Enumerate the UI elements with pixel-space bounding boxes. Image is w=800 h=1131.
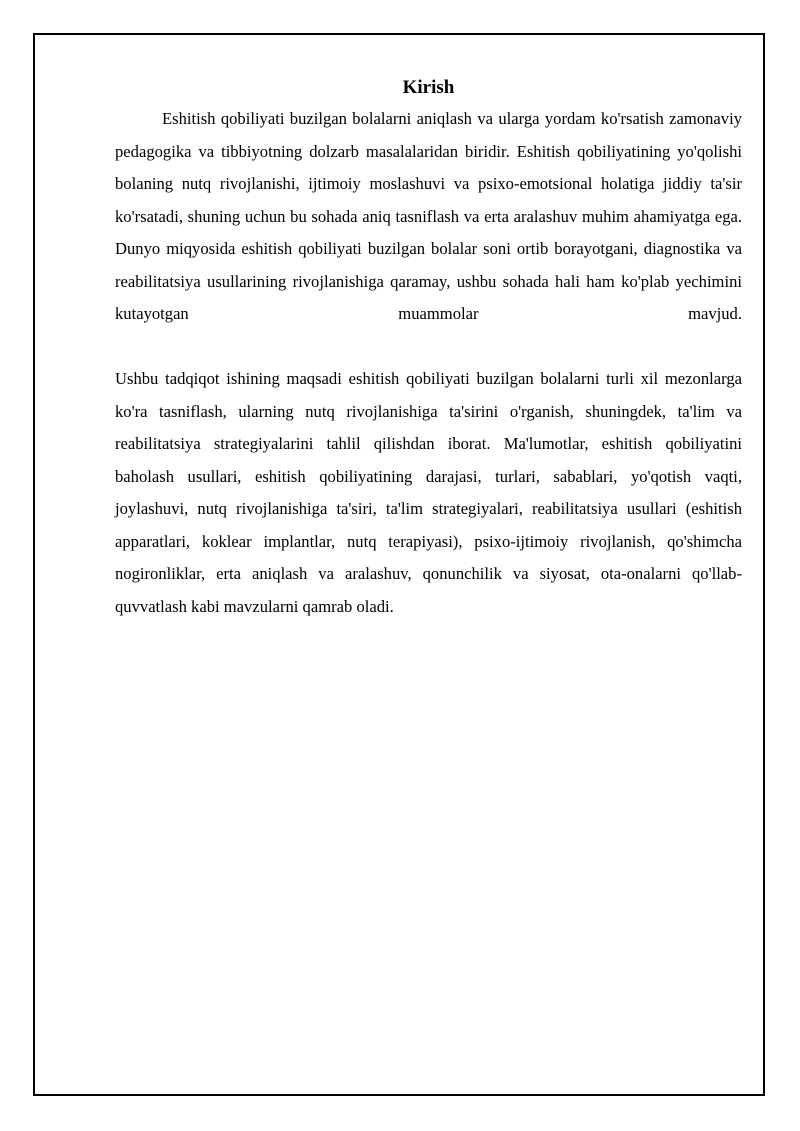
paragraph-introduction: Eshitish qobiliyati buzilgan bolalarni aniqlash va ularga yordam ko'rsatish zamonaviy pedagogika va tibbiyotning dolzarb masalalaridan biridir. Eshitish qobiliyatining yo'qolishi bolaning nutq rivojlanishi, ijtimoiy moslashuvi va psixo-emotsional holatiga jiddiy ta'sir ko'rsatadi, shuning uchun bu sohada aniq tasniflash va erta aralashuv muhim ahamiyatga ega. Dunyo miqyosida eshitish qobiliyati buzilgan bolalar soni ortib borayotgani, diagnostika va reabilitatsiya usullarining rivojlanishiga qaramay, ushbu sohada hali ham ko'plab yechimini kutayotgan muammolar mavjud.	[115, 109, 742, 323]
document-title: Kirish	[402, 77, 455, 98]
paragraph-research-aim: Ushbu tadqiqot ishining maqsadi eshitish qobiliyati buzilgan bolalarni turli xil mezonlarga ko'ra tasniflash, ularning nutq rivojlanishiga ta'sirini o'rganish, shuningdek, ta'lim va reabilitatsiya strategiyalarini tahlil qilishdan iborat. Ma'lumotlar, eshitish qobiliyatini baholash usullari, eshitish qobiliyatining darajasi, turlari, sabablari, yo'qotish vaqti, joylashuvi, nutq rivojlanishiga ta'siri, ta'lim strategiyalari, reabilitatsiya usullari (eshitish apparatlari, koklear implantlar, nutq terapiyasi), psixo-ijtimoiy rivojlanish, qo'shimcha nogironliklar, erta aniqlash va aralashuv, qonunchilik va siyosat, ota-onalarni qo'llab-quvvatlash kabi mavzularni qamrab oladi.	[115, 369, 742, 616]
document-body	[115, 73, 742, 623]
